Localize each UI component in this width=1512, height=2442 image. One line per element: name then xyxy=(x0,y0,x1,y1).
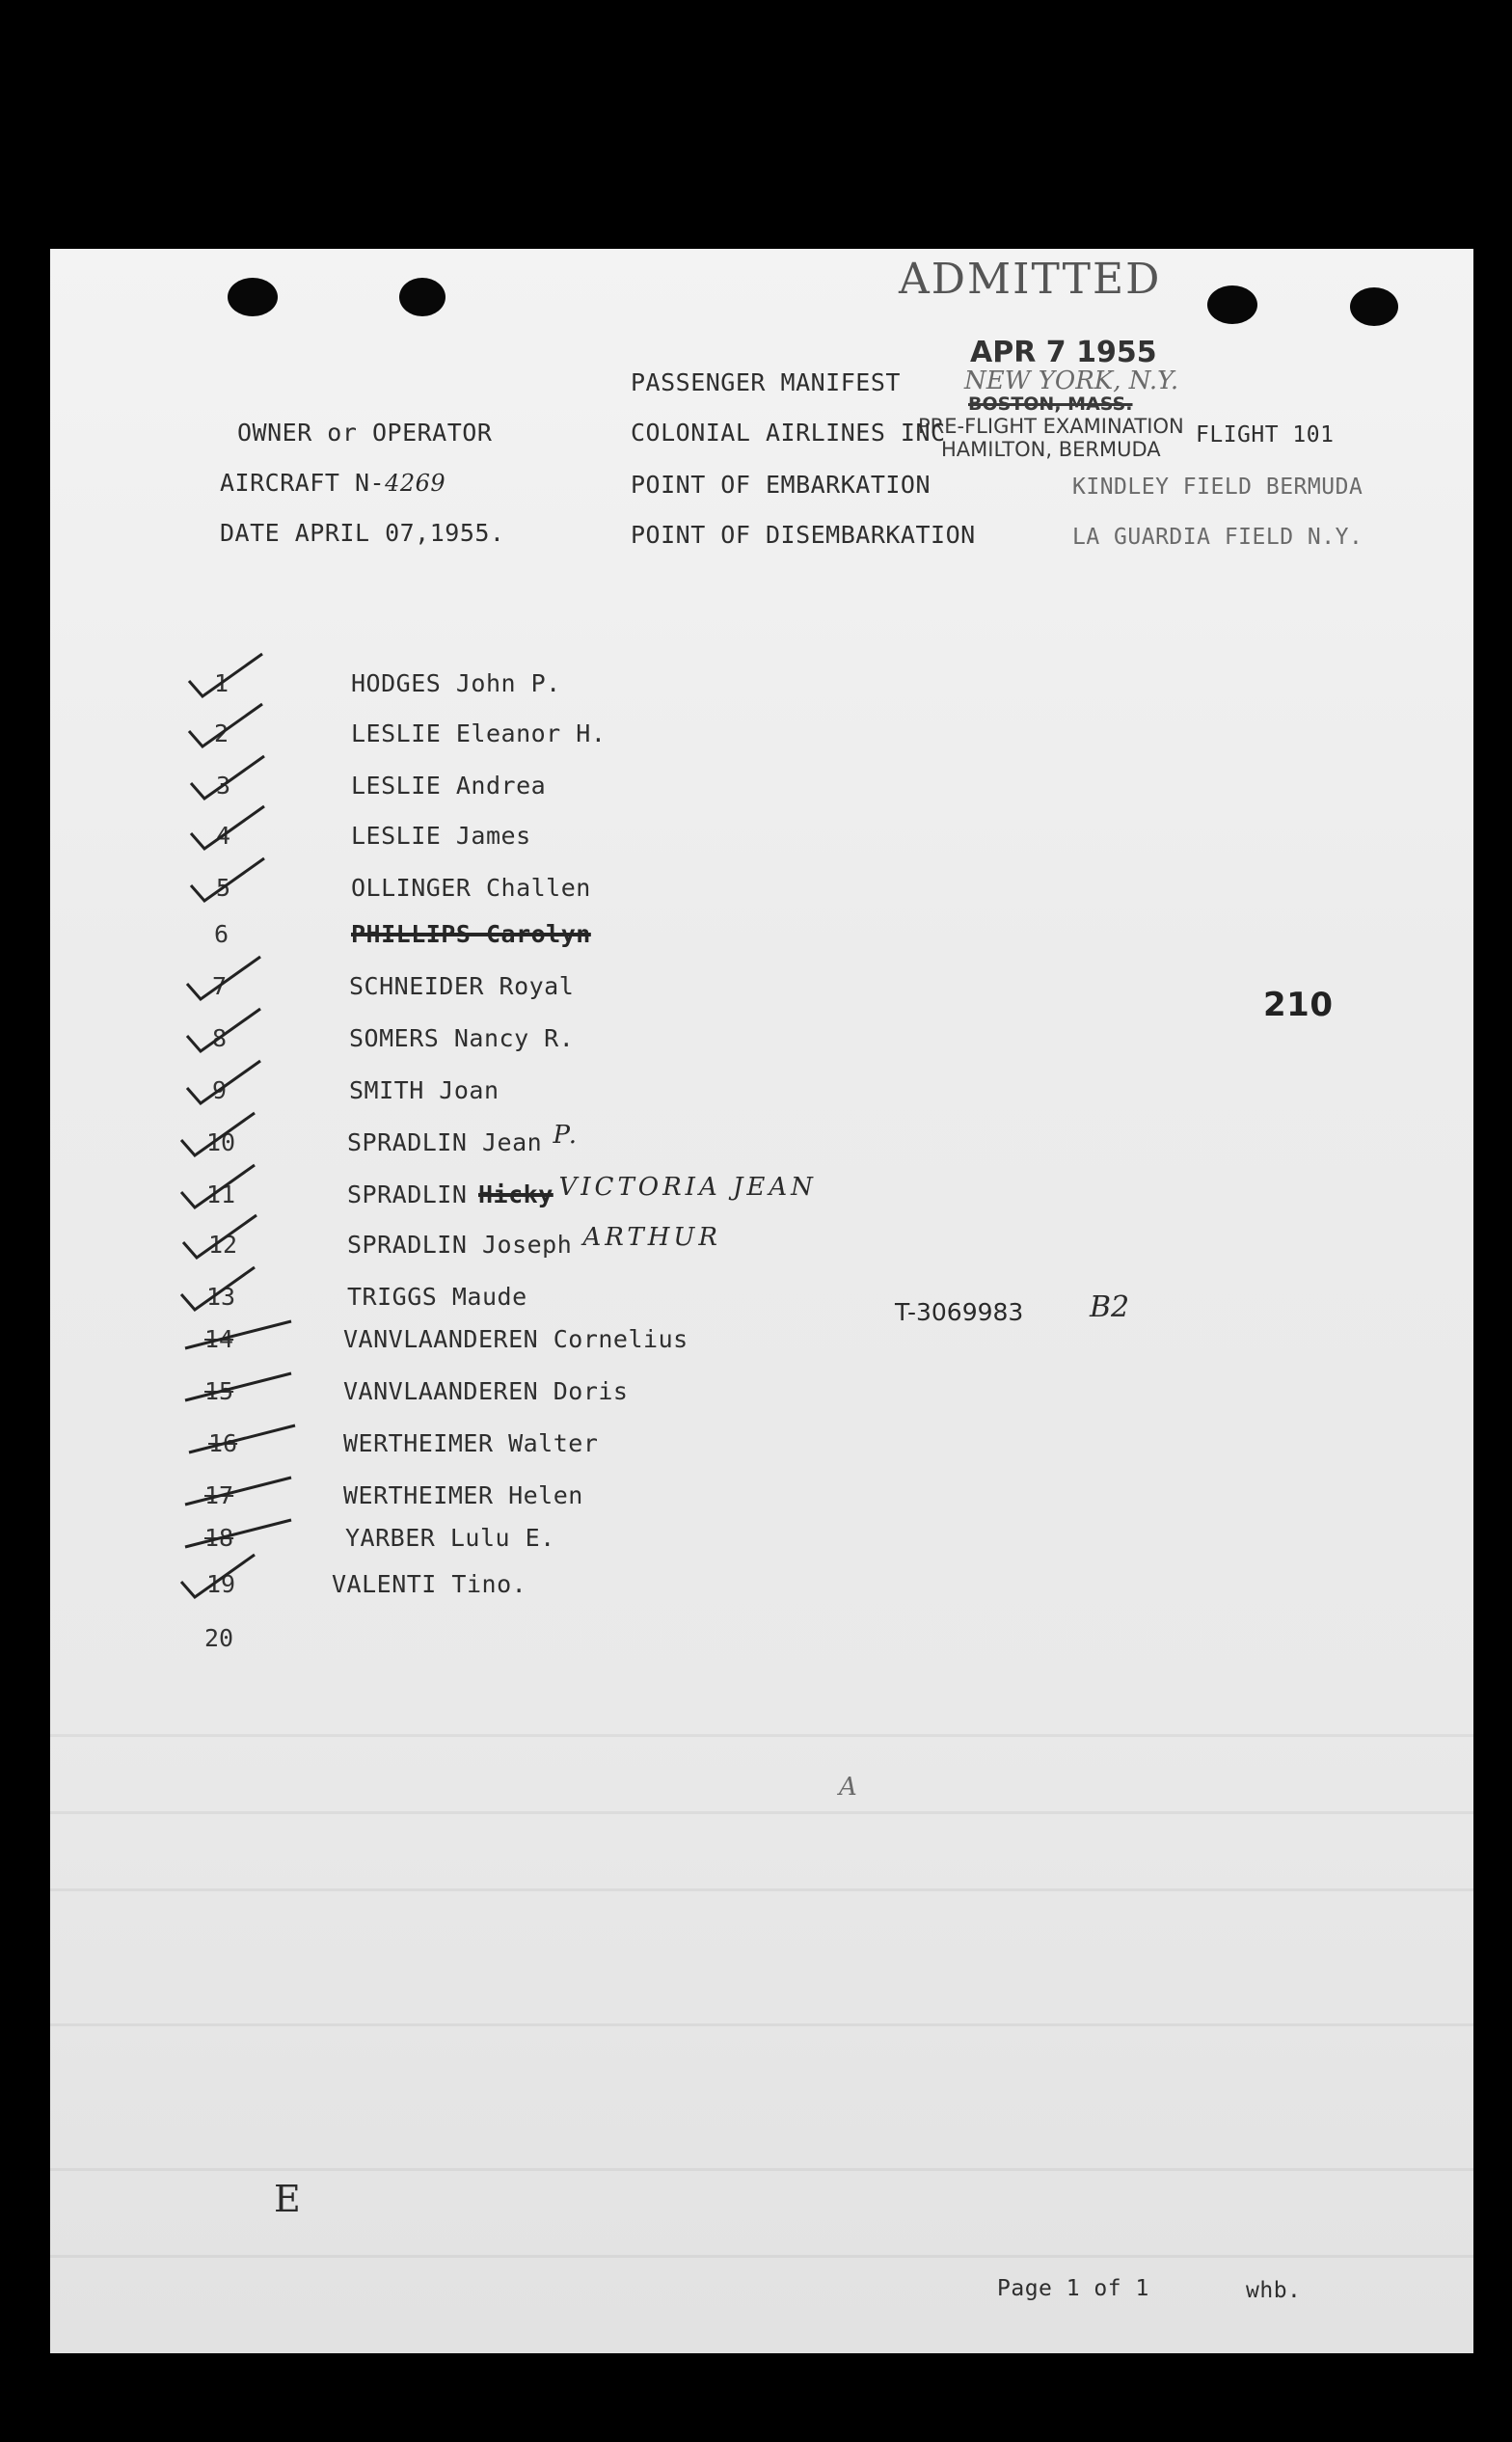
check-mark-icon xyxy=(187,1061,260,1103)
visa-class: B2 xyxy=(1090,1290,1130,1324)
page-number: Page 1 of 1 xyxy=(997,2276,1149,2301)
passenger-number: 20 xyxy=(204,1624,234,1652)
cross-out-mark-icon xyxy=(185,1478,291,1505)
passenger-name: SMITH Joan xyxy=(349,1076,500,1104)
passenger-number: 15 xyxy=(204,1377,234,1405)
passenger-name: LESLIE Eleanor H. xyxy=(351,719,607,747)
passenger-number: 7 xyxy=(212,972,228,1000)
passenger-name: OLLINGER Challen xyxy=(351,874,591,902)
check-mark-icon xyxy=(187,1009,260,1051)
passenger-name: TRIGGS Maude xyxy=(347,1283,527,1311)
visa-number: T-3069983 xyxy=(895,1298,1024,1326)
embark-label: POINT OF EMBARKATION xyxy=(631,471,932,499)
stamp-city-struck: BOSTON, MASS. xyxy=(968,393,1133,415)
passenger-name: WERTHEIMER Helen xyxy=(343,1481,583,1509)
check-mark-icon xyxy=(189,704,262,746)
stamp-preflight-location: HAMILTON, BERMUDA xyxy=(941,438,1161,461)
passenger-name-handwritten: ARTHUR xyxy=(582,1223,721,1252)
aircraft-number: 4269 xyxy=(385,470,446,497)
owner-label: OWNER or OPERATOR xyxy=(237,419,493,447)
passenger-number: 13 xyxy=(206,1283,236,1311)
passenger-name: VANVLAANDEREN Doris xyxy=(343,1377,629,1405)
disembark-value: LA GUARDIA FIELD N.Y. xyxy=(1072,525,1364,550)
passenger-name-handwritten: VICTORIA JEAN xyxy=(558,1173,817,1202)
check-mark-icon xyxy=(181,1165,255,1207)
passenger-number: 18 xyxy=(204,1524,234,1552)
passenger-number: 5 xyxy=(216,874,231,902)
aircraft-label-text: AIRCRAFT N- xyxy=(220,469,386,497)
passenger-number: 11 xyxy=(206,1180,236,1208)
passenger-name: LESLIE Andrea xyxy=(351,772,547,800)
passenger-number: 16 xyxy=(208,1429,238,1457)
passenger-number: 6 xyxy=(214,920,230,948)
flight-number: FLIGHT 101 xyxy=(1196,422,1335,448)
passenger-number: 8 xyxy=(212,1024,228,1052)
check-mark-icon xyxy=(183,1215,256,1258)
cross-out-mark-icon xyxy=(185,1520,291,1547)
cross-out-mark-icon xyxy=(185,1321,291,1348)
passenger-name: SCHNEIDER Royal xyxy=(349,972,575,1000)
passenger-number: 9 xyxy=(212,1076,228,1104)
check-mark-icon xyxy=(191,756,264,799)
passenger-number: 4 xyxy=(216,822,231,850)
passenger-number: 1 xyxy=(214,669,230,697)
operator-name: COLONIAL AIRLINES INC xyxy=(631,419,946,447)
passenger-name: SPRADLIN Jean xyxy=(347,1128,543,1156)
count-annotation: 210 xyxy=(1263,986,1334,1024)
letter-a-mark: A xyxy=(839,1773,857,1802)
check-mark-icon xyxy=(181,1267,255,1310)
passenger-number: 17 xyxy=(204,1481,234,1509)
check-mark-icon xyxy=(181,1555,255,1597)
cross-out-mark-icon xyxy=(185,1373,291,1400)
passenger-name: SPRADLIN Joseph xyxy=(347,1231,573,1259)
manifest-title: PASSENGER MANIFEST xyxy=(631,368,901,396)
passenger-number: 12 xyxy=(208,1231,238,1259)
date-label: DATE APRIL 07,1955. xyxy=(220,519,505,547)
footer-initials: whb. xyxy=(1246,2278,1302,2303)
embark-value: KINDLEY FIELD BERMUDA xyxy=(1072,475,1364,500)
disembark-label: POINT OF DISEMBARKATION xyxy=(631,521,976,549)
passenger-name: SPRADLIN xyxy=(347,1180,468,1208)
passenger-name: PHILLIPS Carolyn xyxy=(351,920,591,948)
check-mark-icon xyxy=(191,858,264,901)
passenger-number: 10 xyxy=(206,1128,236,1156)
check-mark-icon xyxy=(189,654,262,696)
passenger-name-struck: Hicky xyxy=(478,1180,554,1208)
passenger-name: LESLIE James xyxy=(351,822,531,850)
passenger-number: 19 xyxy=(206,1570,236,1598)
cross-out-mark-icon xyxy=(189,1425,295,1452)
passenger-number: 3 xyxy=(216,772,231,800)
stamp-date: APR 7 1955 xyxy=(970,336,1157,369)
check-mark-icon xyxy=(191,806,264,849)
passenger-name-handwritten: P. xyxy=(553,1121,580,1150)
passenger-name: WERTHEIMER Walter xyxy=(343,1429,599,1457)
passenger-number: 14 xyxy=(204,1325,234,1353)
letter-e-mark: E xyxy=(274,2178,301,2220)
check-mark-icon xyxy=(181,1113,255,1155)
passenger-name: YARBER Lulu E. xyxy=(345,1524,555,1552)
manifest-page xyxy=(50,249,1473,2353)
passenger-name: HODGES John P. xyxy=(351,669,561,697)
stamp-city-handwritten: NEW YORK, N.Y. xyxy=(964,366,1179,395)
passenger-number: 2 xyxy=(214,719,230,747)
passenger-name: VALENTI Tino. xyxy=(332,1570,527,1598)
check-mark-icon xyxy=(187,957,260,999)
stamp-preflight: PRE-FLIGHT EXAMINATION xyxy=(918,415,1184,438)
passenger-name: SOMERS Nancy R. xyxy=(349,1024,575,1052)
admitted-stamp: ADMITTED xyxy=(899,255,1162,304)
passenger-name: VANVLAANDEREN Cornelius xyxy=(343,1325,688,1353)
handwritten-marks xyxy=(50,249,1473,2353)
